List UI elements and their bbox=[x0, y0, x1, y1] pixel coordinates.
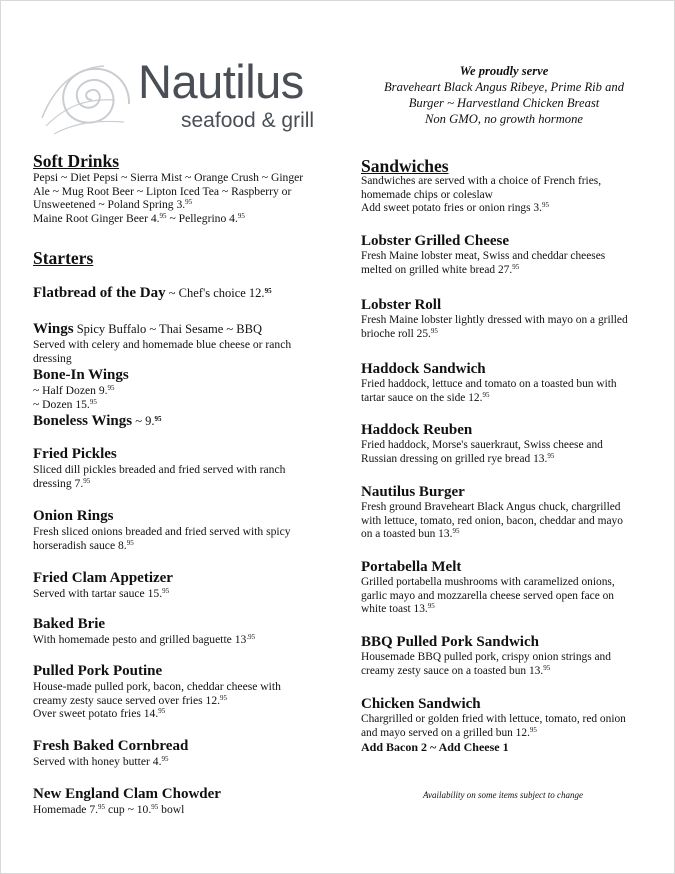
soft-drinks-text: ~ Pellegrino 4. bbox=[166, 211, 238, 225]
item-addon: Add Bacon 2 ~ Add Cheese 1 bbox=[361, 740, 509, 754]
item-name: Bone-In Wings bbox=[33, 367, 129, 383]
price-cents: 95 bbox=[185, 198, 193, 206]
price-cents: 95 bbox=[161, 755, 169, 763]
option-text: ~ Dozen 15. bbox=[33, 397, 90, 411]
intro-line: Sandwiches are served with a choice of French fries, bbox=[361, 175, 602, 187]
item-description: Fresh Maine lobster lightly dressed with mayo on a grilled bbox=[361, 314, 628, 326]
item-description bbox=[361, 328, 666, 342]
item-name: Nautilus Burger bbox=[361, 484, 465, 500]
intro-line bbox=[361, 202, 661, 216]
description-text: Russian dressing on grilled rye bread 13. bbox=[361, 452, 548, 465]
item-option bbox=[33, 398, 333, 412]
description-text: creamy zesty sauce served over fries 12. bbox=[33, 693, 221, 707]
item-name: Fried Clam Appetizer bbox=[33, 570, 173, 586]
item-inline: Spicy Buffalo ~ Thai Sesame ~ BBQ bbox=[73, 322, 262, 336]
price-cents: .95 bbox=[246, 633, 256, 641]
menu-item-bbq-pulled-pork bbox=[361, 634, 661, 678]
description-text: white toast 13. bbox=[361, 603, 428, 615]
description-text: brioche roll 25. bbox=[361, 327, 431, 340]
menu-item-pulled-pork-poutine bbox=[33, 663, 333, 721]
intro-text: Add sweet potato fries or onion rings 3. bbox=[361, 202, 542, 214]
menu-item-baked-brie bbox=[33, 616, 333, 647]
nautilus-shell-icon bbox=[34, 48, 144, 148]
description-text: on a toasted bun 13. bbox=[361, 528, 453, 540]
item-name: Fried Pickles bbox=[33, 446, 117, 462]
brand-name: Nautilus bbox=[138, 55, 304, 108]
description-text: and mayo served on a grilled bun 12. bbox=[361, 726, 530, 739]
item-description: Housemade BBQ pulled pork, crispy onion strings and bbox=[361, 651, 611, 663]
item-name: Boneless Wings bbox=[33, 413, 133, 429]
item-description: Fried haddock, lettuce and tomato on a toasted bun with bbox=[361, 378, 617, 390]
sandwiches-intro bbox=[361, 175, 661, 216]
item-description bbox=[361, 603, 661, 617]
menu-item-cornbread bbox=[33, 738, 333, 769]
menu-item-fried-pickles bbox=[33, 446, 333, 490]
item-description: Fresh ground Braveheart Black Angus chuck, chargrilled bbox=[361, 501, 621, 513]
description-text: dressing 7. bbox=[33, 476, 84, 490]
item-description bbox=[33, 755, 333, 769]
starters-heading: Starters bbox=[33, 248, 94, 268]
menu-item-portabella-melt bbox=[361, 559, 661, 617]
menu-item-lobster-grilled-cheese bbox=[361, 233, 661, 277]
price-cents: 95 bbox=[430, 326, 438, 335]
description-text: cup ~ 10. bbox=[105, 803, 152, 816]
menu-item-bone-in-wings bbox=[33, 367, 333, 411]
menu-item-onion-rings bbox=[33, 508, 333, 552]
item-name: BBQ Pulled Pork Sandwich bbox=[361, 634, 539, 650]
item-inline: ~ 9. bbox=[132, 414, 155, 428]
item-name: New England Clam Chowder bbox=[33, 786, 221, 802]
price-cents: 95 bbox=[541, 201, 549, 209]
item-description: Fresh Maine lobster meat, Swiss and cheddar cheeses bbox=[361, 250, 606, 262]
item-name: Haddock Sandwich bbox=[361, 361, 486, 377]
item-title bbox=[33, 321, 333, 338]
description-text: tartar sauce on the side 12. bbox=[361, 391, 483, 404]
price-cents: 95 bbox=[83, 476, 91, 485]
item-description bbox=[33, 803, 333, 817]
price-cents: 95 bbox=[452, 527, 460, 535]
item-name: Portabella Melt bbox=[361, 559, 462, 575]
menu-item-lobster-roll bbox=[361, 297, 666, 341]
price-cents: 95 bbox=[264, 287, 272, 295]
item-option bbox=[33, 384, 333, 398]
price-cents: 95 bbox=[154, 415, 162, 423]
item-description: Fresh sliced onions breaded and fried served with spicy bbox=[33, 525, 291, 538]
price-cents: 95 bbox=[529, 725, 537, 734]
soft-drinks-text: Maine Root Ginger Beer 4. bbox=[33, 211, 160, 225]
item-description: Grilled portabella mushrooms with caramelized onions, bbox=[361, 576, 615, 588]
item-name: Onion Rings bbox=[33, 508, 114, 524]
price-cents: 95 bbox=[126, 538, 134, 547]
price-cents: 95 bbox=[89, 397, 97, 406]
item-description: with lettuce, tomato, red onion, bacon, cheddar and mayo bbox=[361, 514, 623, 527]
price-cents: 95 bbox=[159, 211, 167, 220]
item-description: Chargrilled or golden fried with lettuce, tomato, red onion bbox=[361, 713, 626, 725]
description-text: Served with honey butter 4. bbox=[33, 755, 162, 768]
serve-line: Braveheart Black Angus Ribeye, Prime Rib and bbox=[383, 80, 625, 94]
item-description bbox=[361, 665, 661, 679]
soft-drinks-line: Ale ~ Mug Root Beer ~ Lipton Iced Tea ~ Raspberry or bbox=[33, 184, 292, 198]
item-name: Lobster Roll bbox=[361, 297, 442, 313]
price-cents: 95 bbox=[162, 587, 170, 595]
item-description: House-made pulled pork, bacon, cheddar cheese with bbox=[33, 680, 281, 693]
item-name: Lobster Grilled Cheese bbox=[361, 233, 510, 249]
description-text: horseradish sauce 8. bbox=[33, 538, 127, 552]
item-description: dressing bbox=[33, 351, 72, 365]
item-description bbox=[361, 392, 661, 406]
soft-drinks-line: Pepsi ~ Diet Pepsi ~ Sierra Mist ~ Orange Crush ~ Ginger bbox=[33, 171, 304, 184]
logo bbox=[34, 48, 334, 148]
soft-drinks-line bbox=[33, 212, 333, 226]
item-description: garlic mayo and mozzarella cheese served open face on bbox=[361, 589, 614, 602]
item-description bbox=[33, 694, 333, 708]
description-text: With homemade pesto and grilled baguette 13 bbox=[33, 633, 247, 646]
proudly-serve-block bbox=[359, 63, 649, 127]
item-description bbox=[361, 264, 661, 278]
item-name: Haddock Reuben bbox=[361, 422, 473, 438]
item-name: Flatbread of the Day bbox=[33, 285, 166, 301]
menu-item-nautilus-burger bbox=[361, 484, 661, 542]
soft-drinks-heading: Soft Drinks bbox=[33, 151, 120, 171]
price-cents: 95 bbox=[220, 693, 228, 702]
menu-item-chicken-sandwich bbox=[361, 696, 661, 755]
item-description: Sliced dill pickles breaded and fried served with ranch bbox=[33, 463, 286, 476]
item-description bbox=[361, 453, 661, 467]
description-text: Over sweet potato fries 14. bbox=[33, 707, 159, 720]
item-title bbox=[33, 285, 333, 302]
item-inline: ~ Chef's choice 12. bbox=[165, 286, 265, 300]
description-text: bowl bbox=[158, 803, 185, 816]
price-cents: 95 bbox=[547, 451, 555, 460]
menu-item-fried-clam-appetizer bbox=[33, 570, 333, 601]
description-text: melted on grilled white bread 27. bbox=[361, 263, 513, 276]
brand-tagline: seafood & grill bbox=[181, 109, 315, 132]
price-cents: 95 bbox=[482, 390, 490, 399]
sandwiches-heading: Sandwiches bbox=[361, 156, 449, 176]
item-description bbox=[361, 727, 661, 741]
menu-item-haddock-sandwich bbox=[361, 361, 661, 405]
description-text: creamy zesty sauce on a toasted bun 13. bbox=[361, 664, 544, 677]
item-description bbox=[361, 528, 661, 542]
description-text: Homemade 7. bbox=[33, 803, 99, 816]
item-description bbox=[33, 539, 333, 553]
serve-line: Non GMO, no growth hormone bbox=[424, 112, 583, 126]
item-name: Chicken Sandwich bbox=[361, 696, 481, 712]
item-description bbox=[33, 477, 333, 491]
price-cents: 95 bbox=[107, 384, 115, 392]
item-description bbox=[33, 587, 333, 601]
option-text: ~ Half Dozen 9. bbox=[33, 384, 108, 397]
price-cents: 95 bbox=[151, 803, 159, 811]
item-description bbox=[33, 633, 333, 647]
item-description bbox=[33, 707, 333, 721]
price-cents: 95 bbox=[98, 803, 106, 811]
price-cents: 95 bbox=[237, 211, 245, 220]
price-cents: 95 bbox=[427, 602, 435, 610]
item-name: Baked Brie bbox=[33, 616, 106, 632]
item-name: Pulled Pork Poutine bbox=[33, 663, 163, 679]
serve-title: We proudly serve bbox=[459, 64, 549, 78]
menu-item-flatbread bbox=[33, 285, 333, 302]
menu-item-boneless-wings bbox=[33, 413, 333, 430]
intro-line: homemade chips or coleslaw bbox=[361, 188, 493, 201]
item-description: Served with celery and homemade blue cheese or ranch bbox=[33, 338, 292, 351]
soft-drinks-text: Unsweetened ~ Poland Spring 3. bbox=[33, 198, 186, 211]
price-cents: 95 bbox=[543, 663, 551, 672]
item-description: Fried haddock, Morse's sauerkraut, Swiss cheese and bbox=[361, 439, 603, 451]
item-name: Fresh Baked Cornbread bbox=[33, 738, 189, 754]
item-name: Wings bbox=[33, 321, 74, 337]
menu-item-haddock-reuben bbox=[361, 422, 661, 466]
description-text: Served with tartar sauce 15. bbox=[33, 587, 163, 600]
menu-item-wings bbox=[33, 321, 333, 365]
soft-drinks-line bbox=[33, 198, 333, 212]
serve-line: Burger ~ Harvestland Chicken Breast bbox=[408, 96, 600, 110]
price-cents: 95 bbox=[512, 262, 520, 271]
menu-item-clam-chowder bbox=[33, 786, 333, 817]
item-title bbox=[33, 413, 333, 430]
availability-note: Availability on some items subject to change bbox=[423, 790, 583, 800]
price-cents: 95 bbox=[158, 707, 166, 715]
soft-drinks-list bbox=[33, 171, 333, 225]
